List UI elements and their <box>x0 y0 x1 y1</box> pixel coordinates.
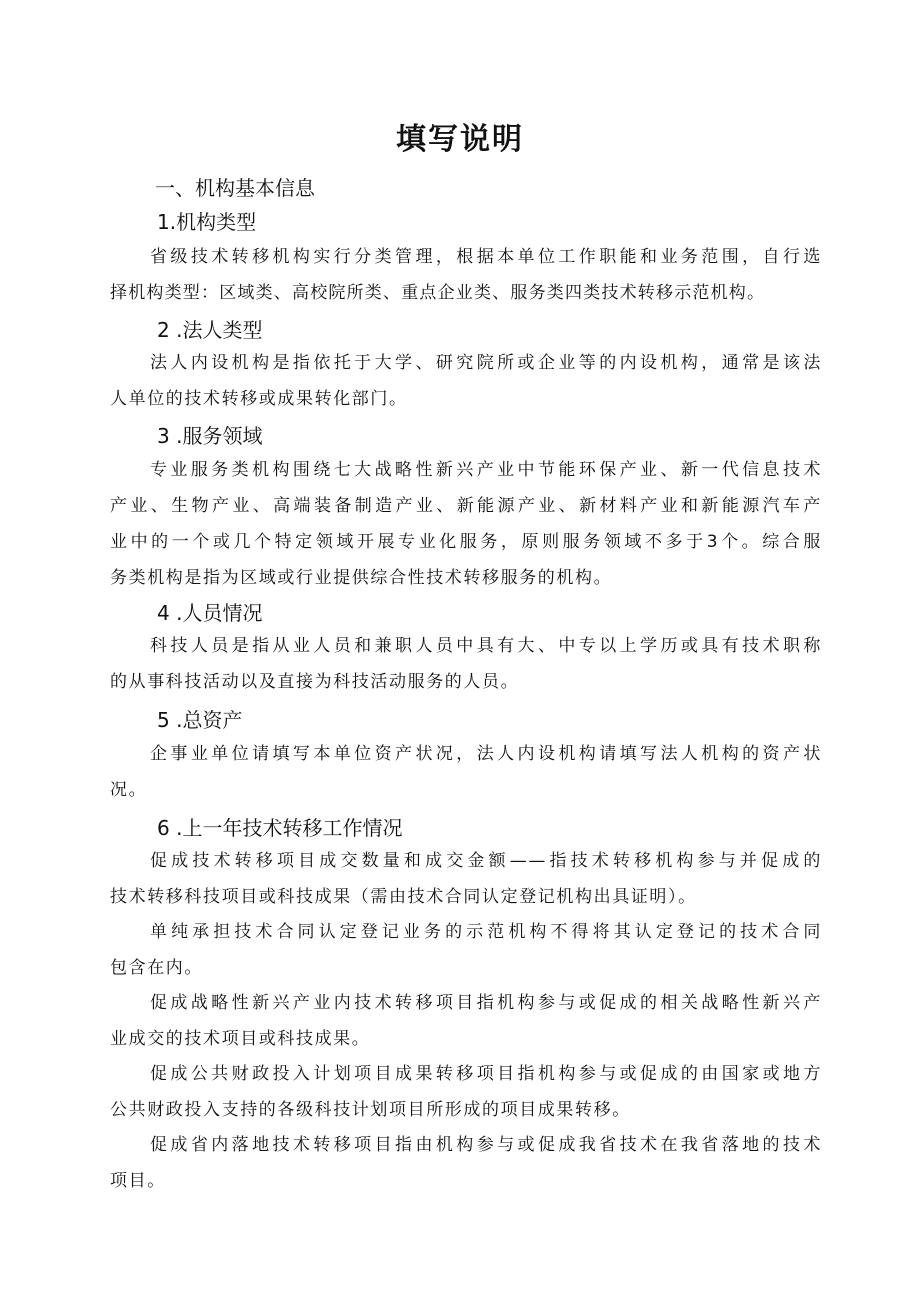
heading-last-year-work: 6 .上一年技术转移工作情况 <box>157 816 403 840</box>
heading-institution-type: 1.机构类型 <box>157 210 257 234</box>
text-line: 产业、生物产业、高端装备制造产业、新能源产业、新材料产业和新能源汽车产 <box>110 496 822 516</box>
paragraph-local-landing <box>110 1127 822 1199</box>
text-line: 业成交的技术项目或科技成果。 <box>110 1029 371 1049</box>
text-line: 促成技术转移项目成交数量和成交金额——指技术转移机构参与并促成的 <box>150 851 822 871</box>
text-line: 业中的一个或几个特定领域开展专业化服务，原则服务领域不多于3个。综合服 <box>110 532 822 552</box>
text-line: 公共财政投入支持的各级科技计划项目所形成的项目成果转移。 <box>110 1100 631 1120</box>
text-line: 人单位的技术转移或成果转化部门。 <box>110 389 408 409</box>
paragraph-staff <box>110 628 822 700</box>
text-line: 项目。 <box>110 1171 166 1191</box>
paragraph-exclusion <box>110 914 822 986</box>
text-line: 包含在内。 <box>110 958 203 978</box>
text-line: 企事业单位请填写本单位资产状况，法人内设机构请填写法人机构的资产状 <box>150 744 822 764</box>
text-line: 况。 <box>110 780 148 800</box>
paragraph-transfer-deals <box>110 843 822 915</box>
text-line: 法人内设机构是指依托于大学、研究院所或企业等的内设机构，通常是该法 <box>150 353 822 373</box>
paragraph-public-finance <box>110 1056 822 1128</box>
text-line: 促成公共财政投入计划项目成果转移项目指机构参与或促成的由国家或地方 <box>150 1064 822 1084</box>
text-line: 省级技术转移机构实行分类管理，根据本单位工作职能和业务范围，自行选 <box>150 247 822 267</box>
paragraph-institution-type <box>110 239 822 311</box>
text-line: 单纯承担技术合同认定登记业务的示范机构不得将其认定登记的技术合同 <box>150 922 822 942</box>
heading-staff: 4 .人员情况 <box>157 601 263 625</box>
page-title: 填写说明 <box>396 122 524 157</box>
paragraph-strategic-industry <box>110 985 822 1057</box>
heading-total-assets: 5 .总资产 <box>157 708 243 732</box>
heading-service-field: 3 .服务领域 <box>157 424 263 448</box>
text-line: 的从事科技活动以及直接为科技活动服务的人员。 <box>110 672 520 692</box>
text-line: 务类机构是指为区域或行业提供综合性技术转移服务的机构。 <box>110 568 613 588</box>
text-line: 促成战略性新兴产业内技术转移项目指机构参与或促成的相关战略性新兴产 <box>150 993 822 1013</box>
paragraph-service-field <box>110 452 822 596</box>
paragraph-legal-type <box>110 345 822 417</box>
text-line: 技术转移科技项目或科技成果（需由技术合同认定登记机构出具证明）。 <box>110 887 697 907</box>
paragraph-total-assets <box>110 736 822 808</box>
heading-legal-type: 2 .法人类型 <box>157 318 263 342</box>
text-line: 专业服务类机构围绕七大战略性新兴产业中节能环保产业、新一代信息技术 <box>150 460 822 480</box>
text-line: 促成省内落地技术转移项目指由机构参与或促成我省技术在我省落地的技术 <box>150 1135 822 1155</box>
text-line: 择机构类型：区域类、高校院所类、重点企业类、服务类四类技术转移示范机构。 <box>110 283 766 303</box>
section-heading-basic-info: 一、机构基本信息 <box>155 176 315 200</box>
text-line: 科技人员是指从业人员和兼职人员中具有大、中专以上学历或具有技术职称 <box>150 636 822 656</box>
